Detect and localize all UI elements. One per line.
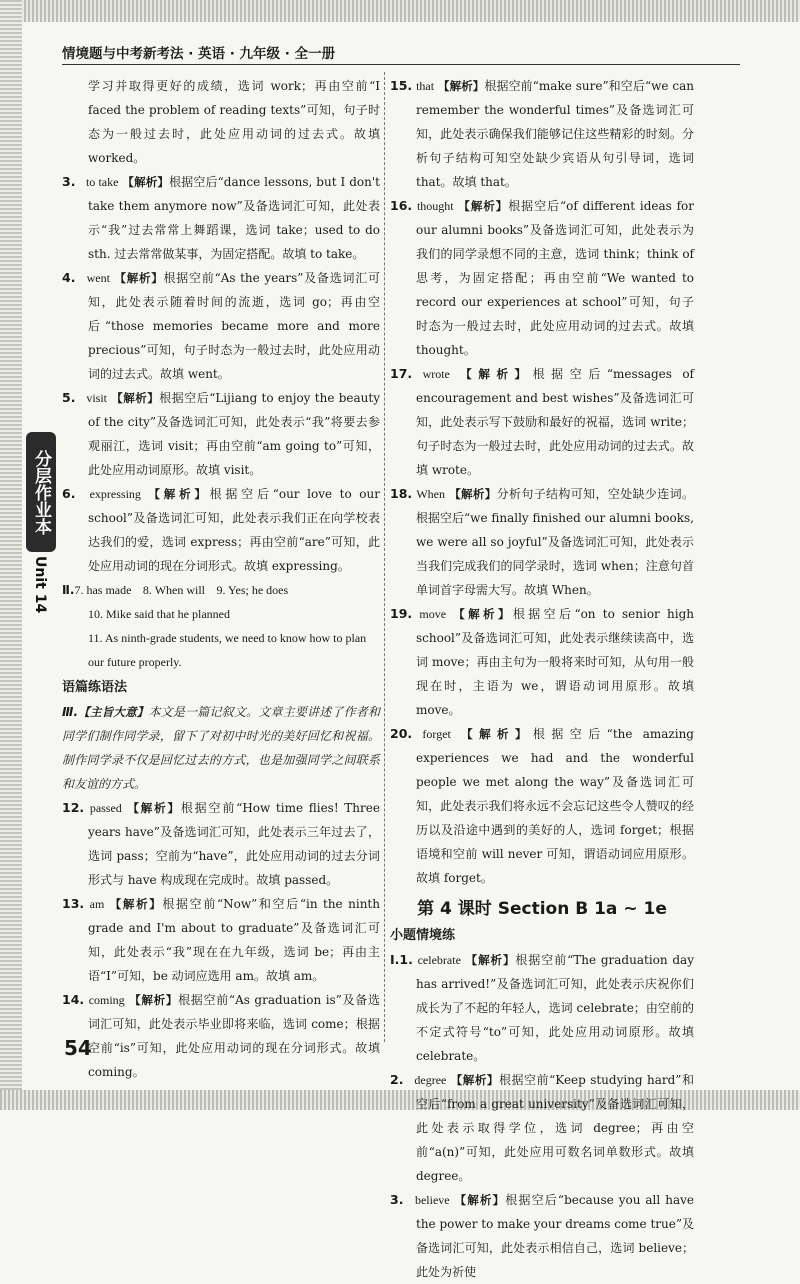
- answer-item: 14. coming 【解析】根据空前“As graduation is”及备选词汇可知，此处表示毕业即将来临，选词 come；根据空前“is”可知，此处应用动词的现在分词形式。故填 coming。: [62, 992, 380, 1079]
- side-tab: [26, 432, 56, 552]
- left-items: [62, 170, 380, 578]
- answer-item: 6. expressing 【解析】根据空后“our love to our school”及备选词汇可知，此处表示我们正在向学校表达我们的爱，选词 express；再由空前“are”可知，此处应用动词的现在分词形式。故填 expressing。: [62, 486, 380, 573]
- left-column: [62, 74, 380, 1084]
- answer-item: 3. to take 【解析】根据空后“dance lessons, but I don't take them anymore now”及备选词汇可知，此处表示“我”过去常常上舞蹈课，选词 take；used to do sth. 过去常常做某事，为固定搭配。故填 to take。: [62, 174, 380, 261]
- answer-item: 4. went 【解析】根据空前“As the years”及备选词汇可知，此处表示随着时间的流逝，选词 go；再由空后“those memories became more and more precious”可知，句子时态为一般过去时，此处应用动词的过去式。故填 went。: [62, 270, 380, 381]
- section-title: 小题情境练: [390, 928, 456, 943]
- right-items-2: [390, 948, 694, 1284]
- column-divider: [384, 72, 385, 1042]
- page-number: 54: [64, 1036, 92, 1060]
- side-tab-label: 分层作业本: [31, 449, 51, 535]
- answer-item: Ⅰ.1. celebrate 【解析】根据空前“The graduation day has arrived!”及备选词汇可知，此处表示庆祝你们成长为了不起的年轻人，选词 celebrate；由空前的不定式符号“to”可知，此处应用动词原形。故填 celebrate。: [390, 952, 694, 1063]
- answer-item: 13. am 【解析】根据空前“Now”和空后“in the ninth grade and I'm about to graduate”及备选词汇可知，此处表示“我”现在在九年级，选词 be；再由主语“I”可知，be 动词应选用 am。故填 am。: [62, 896, 380, 983]
- answer-item: 12. passed 【解析】根据空前“How time flies! Three years have”及备选词汇可知，此处表示三年过去了，选词 pass；空前为“have”，此处应用动词的过去分词形式与 have 构成现在完成时。故填 passed。: [62, 800, 380, 887]
- answer-item: 15. that 【解析】根据空前“make sure”和空后“we can remember the wonderful times”及备选词汇可知，此处表示确保我们能够记住这些精彩的时刻。分析句子结构可知空处缺少宾语从句引导词，选词 that。故填 that。: [390, 78, 694, 189]
- lesson-title: 第 4 课时 Section B 1a ~ 1e: [417, 899, 667, 919]
- right-column: [390, 74, 694, 1284]
- left-items-2: [62, 796, 380, 1084]
- section-title: 语篇练语法: [62, 680, 128, 695]
- part2-line-3: 11. As ninth-grade students, we need to know how to plan our future properly.: [88, 631, 367, 669]
- answer-item: 16. thought 【解析】根据空后“of different ideas for our alumni books”及备选词汇可知，此处表示为我们的同学录想不同的主意，选词 think；think of 思考，为固定搭配；再由空前“We wanted to record our experiences at school”可知，句子时态为一般过去时，此处应用动词的过去式。故填 thought。: [390, 198, 694, 357]
- main-idea: Ⅲ.【主旨大意】本文是一篇记叙文。文章主要讲述了作者和同学们制作同学录，留下了对初中时光的美好回忆和祝福。制作同学录不仅是回忆过去的方式，也是加强同学之间联系和友谊的方式。: [62, 705, 381, 791]
- part2-line-1: Ⅱ.7. has made 8. When will 9. Yes; he does: [62, 583, 289, 597]
- page-header: 情境题与中考新考法 · 英语 · 九年级 · 全一册: [62, 46, 336, 62]
- answer-item: 3. believe 【解析】根据空后“because you all have the power to make your dreams come true”及备选词汇可知，此处表示相信自己，选词 believe；此处为祈使: [390, 1192, 694, 1279]
- header-rule: [62, 64, 740, 65]
- part2-answers: [62, 578, 380, 674]
- answer-item: 20. forget 【解析】根据空后“the amazing experiences we had and the wonderful people we met along the way”及备选词汇可知，此处表示我们将永远不会忘记这些令人赞叹的经历以及沿途中遇到的美好的人，选词 forget；根据语境和空前 will never 可知，谓语动词应用原形。故填 forget。: [390, 726, 694, 885]
- answer-item: 2. degree 【解析】根据空前“Keep studying hard”和空后“from a great university”及备选词汇可知，此处表示取得学位，选词 degree；再由空前“a(n)”可知，此处应用可数名词单数形式。故填 degree。: [390, 1072, 694, 1183]
- right-items: [390, 74, 694, 890]
- unit-label: Unit 14: [32, 556, 48, 614]
- continued-text: 学习并取得更好的成绩，选词 work；再由空前“I faced the problem of reading texts”可知，句子时态为一般过去时，此处应用动词的过去式。故填 worked。: [88, 79, 380, 165]
- answer-item: 19. move 【解析】根据空后“on to senior high school”及备选词汇可知，此处表示继续读高中，选词 move；再由主句为一般将来时可知，从句用一般现在时，主语为 we，谓语动词用原形。故填 move。: [390, 606, 694, 717]
- part2-line-2: 10. Mike said that he planned: [88, 607, 230, 621]
- page-edge-top: [0, 0, 800, 22]
- answer-item: 5. visit 【解析】根据空后“Lijiang to enjoy the beauty of the city”及备选词汇可知，此处表示“我”将要去参观丽江，选词 visit；再由空前“am going to”可知，此处应用动词原形。故填 visit。: [62, 390, 380, 477]
- answer-item: 18. When 【解析】分析句子结构可知，空处缺少连词。根据空后“we finally finished our alumni books, we were all so joyful”及备选词汇可知，此处表示当我们完成我们的同学录时，选词 when；注意句首单词首字母需大写。故填 When。: [390, 486, 694, 597]
- page-edge-left: [0, 0, 22, 1110]
- answer-item: 17. wrote 【解析】根据空后“messages of encouragement and best wishes”及备选词汇可知，此处表示写下鼓励和最好的祝福，选词 write；句子时态为一般过去时，此处应用动词的过去式。故填 wrote。: [390, 366, 695, 477]
